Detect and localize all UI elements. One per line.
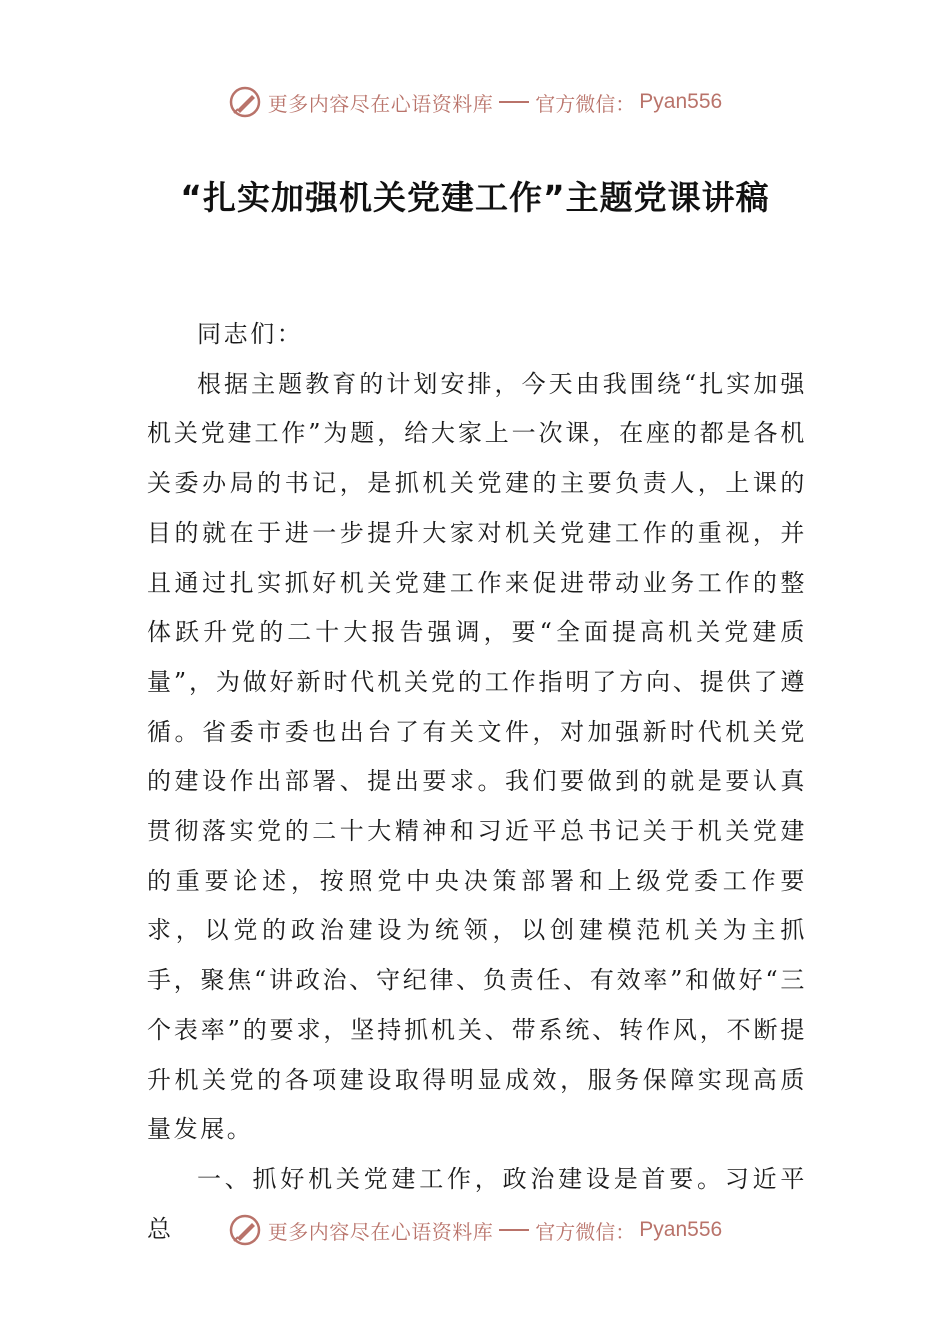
document-title: “扎实加强机关党建工作”主题党课讲稿	[180, 178, 770, 217]
watermark-wechat-id: Pyan556	[639, 90, 723, 113]
watermark-brand: 更多内容尽在心语资料库	[267, 1219, 494, 1244]
watermark-footer	[0, 1210, 950, 1250]
watermark-wechat-label: 官方微信：	[535, 1219, 636, 1244]
pen-circle-icon	[228, 85, 262, 119]
watermark-divider	[499, 101, 529, 103]
watermark-brand: 更多内容尽在心语资料库	[267, 91, 494, 116]
document-body	[147, 310, 807, 1254]
watermark-wechat-label: 官方微信：	[535, 91, 636, 116]
paragraph: 根据主题教育的计划安排，今天由我围绕“扎实加强机关党建工作”为题，给大家上一次课，在座的都是各机关委办局的书记，是抓机关党建的主要负责人，上课的目的就在于进一步提升大家对机关党建工作的重视，并且通过扎实抓好机关党建工作来促进带动业务工作的整体跃升党的二十大报告强调，要“全面提高机关党建质量”，为做好新时代机关党的工作指明了方向、提供了遵循。省委市委也出台了有关文件，对加强新时代机关党的建设作出部署、提出要求。我们要做到的就是要认真贯彻落实党的二十大精神和习近平总书记关于机关党建的重要论述，按照党中央决策部署和上级党委工作要求，以党的政治建设为统领，以创建模范机关为主抓手，聚焦“讲政治、守纪律、负责任、有效率”和做好“三个表率”的要求，坚持抓机关、带系统、转作风，不断提升机关党的各项建设取得明显成效，服务保障实现高质量发展。	[147, 369, 807, 1144]
greeting: 同志们：	[197, 320, 304, 348]
pen-circle-icon	[228, 1213, 262, 1247]
paragraph: 一、抓好机关党建工作，政治建设是首要。习近平总	[147, 1164, 807, 1243]
watermark-wechat-id: Pyan556	[639, 1218, 723, 1241]
watermark-header	[0, 82, 950, 122]
watermark-divider	[499, 1229, 529, 1231]
